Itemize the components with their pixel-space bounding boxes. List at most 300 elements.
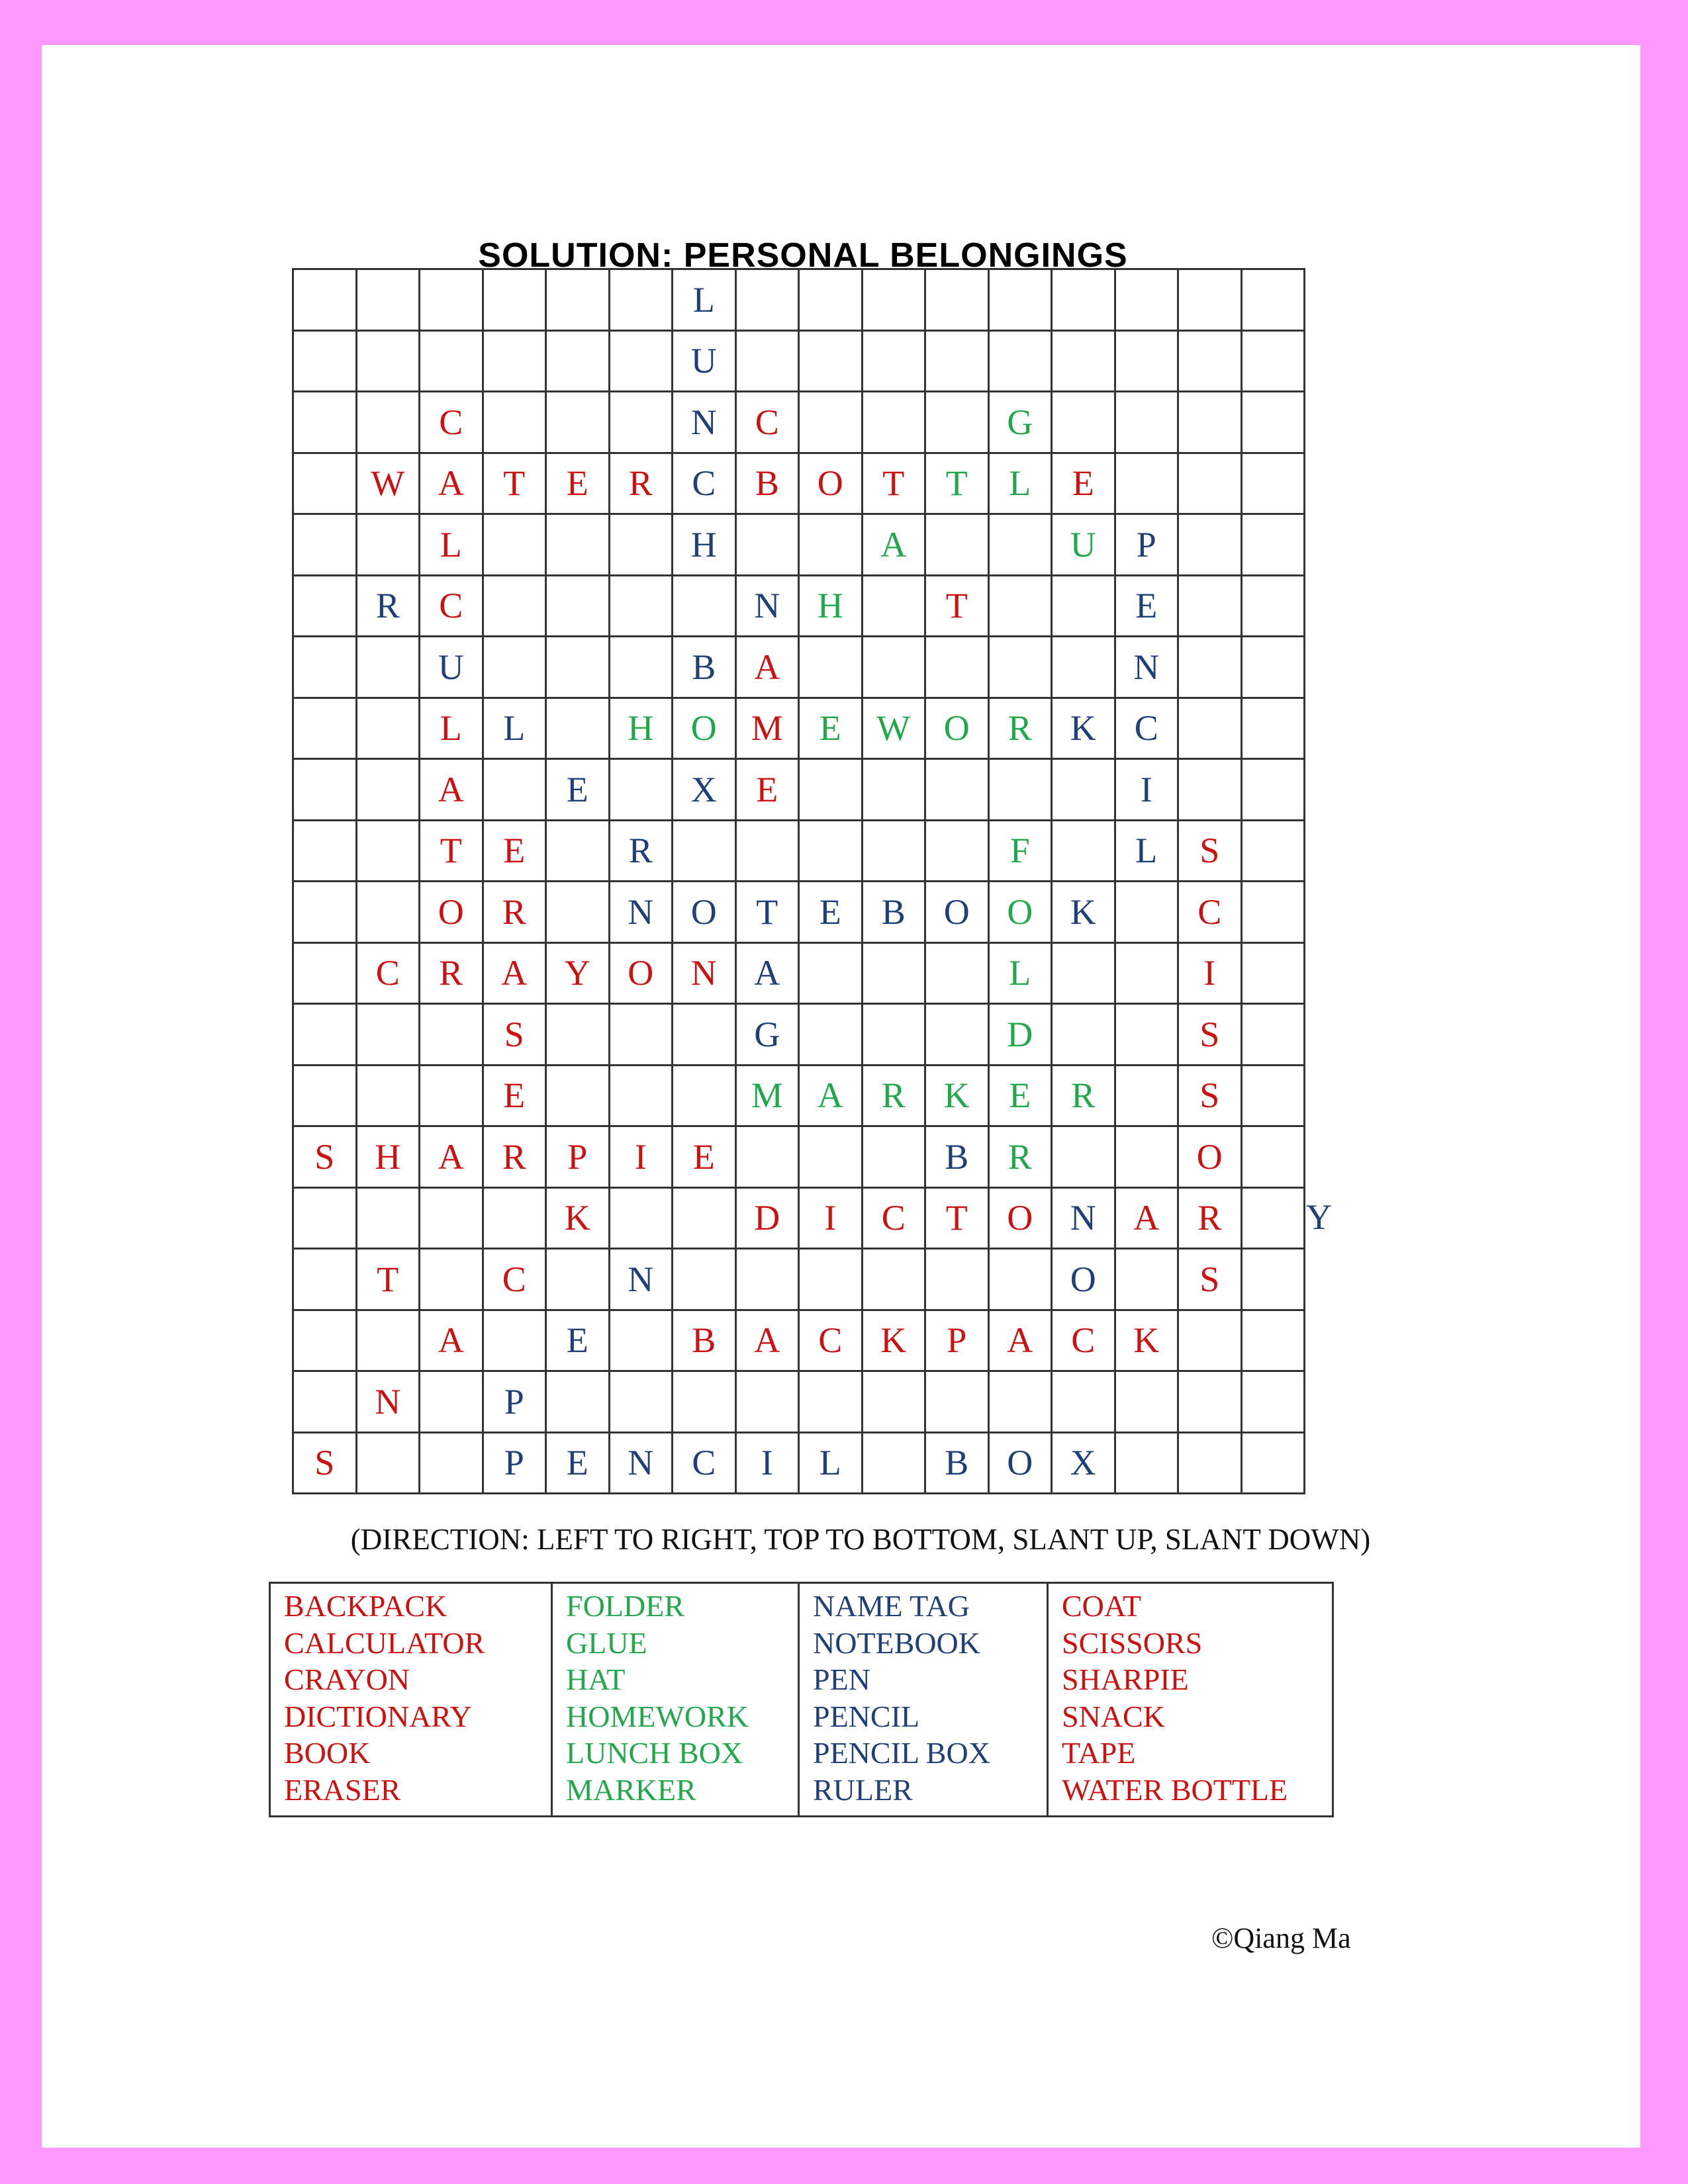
- grid-cell: [863, 270, 927, 332]
- grid-cell: [547, 1127, 610, 1189]
- grid-letter: A: [1007, 1320, 1033, 1361]
- grid-cell: [990, 392, 1053, 454]
- grid-cell: [294, 760, 357, 821]
- grid-cell: [1243, 1066, 1306, 1128]
- grid-cell: [294, 392, 357, 454]
- grid-cell: [484, 1127, 547, 1189]
- grid-letter: E: [566, 463, 588, 504]
- grid-cell: [737, 1372, 800, 1433]
- grid-letter: C: [1071, 1320, 1096, 1361]
- grid-letter: C: [1197, 891, 1222, 932]
- word-bank-item: CRAYON: [284, 1662, 410, 1696]
- grid-cell: [673, 1372, 737, 1433]
- grid-cell: [1116, 454, 1180, 516]
- grid-cell: [926, 515, 990, 576]
- grid-cell: [294, 821, 357, 883]
- grid-cell: [547, 1005, 610, 1066]
- grid-cell: [357, 944, 421, 1005]
- grid-cell: [863, 760, 927, 821]
- copyright-notice: ©Qiang Ma: [1211, 1922, 1351, 1954]
- grid-cell: [1179, 1250, 1243, 1311]
- grid-cell: [990, 699, 1053, 760]
- grid-letter: K: [1070, 891, 1096, 932]
- word-bank-column-2: [553, 1584, 800, 1815]
- grid-letter: S: [1199, 1075, 1220, 1116]
- grid-cell: [800, 1433, 863, 1495]
- grid-letter: L: [503, 708, 526, 749]
- grid-cell: [547, 1311, 610, 1373]
- grid-cell: [294, 637, 357, 699]
- grid-cell: [926, 699, 990, 760]
- grid-cell: [1116, 1005, 1180, 1066]
- grid-cell: [863, 1433, 927, 1495]
- grid-cell: [1179, 270, 1243, 332]
- grid-letter: U: [1070, 524, 1096, 565]
- grid-cell: [484, 1066, 547, 1128]
- grid-cell: [1179, 392, 1243, 454]
- grid-letter: A: [754, 953, 780, 993]
- grid-cell: [294, 1189, 357, 1250]
- grid-cell: [1243, 1433, 1306, 1495]
- grid-cell: [357, 821, 421, 883]
- grid-cell: [737, 1311, 800, 1373]
- grid-letter: S: [1199, 1259, 1220, 1299]
- grid-cell: [610, 1250, 674, 1311]
- grid-cell: [926, 1127, 990, 1189]
- grid-cell: [610, 821, 674, 883]
- grid-letter: L: [1135, 831, 1158, 871]
- word-bank-item: HAT: [566, 1662, 626, 1696]
- grid-letter: T: [882, 463, 905, 504]
- grid-cell: [547, 760, 610, 821]
- grid-cell: [420, 454, 484, 516]
- grid-cell: [990, 1433, 1053, 1495]
- grid-cell: [800, 1189, 863, 1250]
- grid-cell: [484, 576, 547, 638]
- grid-cell: [484, 699, 547, 760]
- grid-letter: L: [819, 1443, 841, 1483]
- grid-cell: [990, 1311, 1053, 1373]
- grid-cell: [1053, 1250, 1116, 1311]
- grid-letter: A: [438, 1136, 464, 1177]
- grid-letter: N: [628, 891, 654, 932]
- grid-cell: [484, 944, 547, 1005]
- word-bank-item: DICTIONARY: [284, 1699, 472, 1733]
- grid-cell: [926, 332, 990, 393]
- grid-letter: B: [692, 1320, 716, 1361]
- grid-cell: [1243, 1311, 1306, 1373]
- grid-cell: [673, 515, 737, 576]
- grid-cell: [1053, 637, 1116, 699]
- grid-cell: [484, 1005, 547, 1066]
- grid-cell: [1116, 1189, 1180, 1250]
- grid-cell: [926, 1250, 990, 1311]
- grid-cell: [547, 392, 610, 454]
- grid-letter: O: [628, 953, 654, 993]
- grid-letter: I: [1140, 769, 1152, 809]
- grid-cell: [357, 1433, 421, 1495]
- grid-cell: [737, 637, 800, 699]
- grid-cell: [737, 454, 800, 516]
- grid-letter: H: [375, 1136, 401, 1177]
- grid-cell: [1053, 576, 1116, 638]
- grid-cell: [737, 1005, 800, 1066]
- grid-letter: R: [502, 1136, 526, 1177]
- grid-cell: [800, 1372, 863, 1433]
- grid-letter: C: [692, 1443, 716, 1483]
- page-title: SOLUTION: PERSONAL BELONGINGS: [478, 236, 1128, 275]
- grid-cell: [294, 1127, 357, 1189]
- grid-letter: O: [817, 463, 843, 504]
- grid-letter: T: [377, 1259, 399, 1299]
- grid-cell: [547, 1066, 610, 1128]
- grid-cell: [294, 454, 357, 516]
- grid-cell: [863, 699, 927, 760]
- grid-letter: E: [503, 1075, 526, 1116]
- grid-cell: [610, 576, 674, 638]
- grid-letter: B: [945, 1136, 969, 1177]
- grid-cell: [926, 882, 990, 944]
- grid-letter: S: [314, 1443, 335, 1483]
- grid-cell: [1116, 944, 1180, 1005]
- grid-cell: [1116, 1372, 1180, 1433]
- word-bank-item: PENCIL: [813, 1699, 919, 1733]
- grid-cell: [547, 454, 610, 516]
- grid-cell: [484, 760, 547, 821]
- word-bank-item: NOTEBOOK: [813, 1625, 980, 1660]
- grid-cell: [800, 944, 863, 1005]
- grid-cell: [547, 882, 610, 944]
- grid-cell: [1053, 515, 1116, 576]
- grid-cell: [863, 1066, 927, 1128]
- grid-cell: [673, 699, 737, 760]
- grid-cell: [1179, 699, 1243, 760]
- grid-cell: [1243, 576, 1306, 638]
- grid-cell: [294, 576, 357, 638]
- grid-cell: [863, 332, 927, 393]
- word-bank: [269, 1582, 1334, 1817]
- word-bank-item: HOMEWORK: [566, 1699, 749, 1733]
- grid-cell: [1116, 576, 1180, 638]
- grid-letter: E: [566, 769, 588, 809]
- grid-cell: [420, 637, 484, 699]
- grid-cell: [926, 454, 990, 516]
- grid-letter: H: [690, 524, 717, 565]
- grid-cell: [1179, 1066, 1243, 1128]
- grid-letter: R: [1197, 1198, 1222, 1238]
- grid-cell: [1116, 1250, 1180, 1311]
- grid-letter: T: [945, 463, 968, 504]
- grid-cell: [610, 1005, 674, 1066]
- grid-letter: A: [1133, 1198, 1160, 1238]
- grid-cell: [420, 1433, 484, 1495]
- grid-cell: [1179, 332, 1243, 393]
- grid-cell: [673, 1311, 737, 1373]
- grid-letter: E: [1135, 586, 1158, 626]
- grid-letter: E: [503, 831, 526, 871]
- grid-letter: E: [819, 891, 841, 932]
- grid-cell: [673, 576, 737, 638]
- grid-cell: [610, 515, 674, 576]
- grid-cell: [1179, 882, 1243, 944]
- grid-cell: [673, 1433, 737, 1495]
- grid-cell: [357, 1066, 421, 1128]
- grid-cell: [294, 1066, 357, 1128]
- grid-letter: G: [754, 1014, 780, 1054]
- grid-letter: O: [438, 891, 464, 932]
- grid-cell: [420, 1189, 484, 1250]
- grid-cell: [1243, 1127, 1306, 1189]
- grid-letter: T: [756, 891, 778, 932]
- grid-cell: [294, 332, 357, 393]
- grid-cell: [926, 1311, 990, 1373]
- grid-cell: [547, 1372, 610, 1433]
- grid-letter: P: [504, 1381, 524, 1422]
- grid-letter: C: [818, 1320, 843, 1361]
- grid-cell: [926, 1005, 990, 1066]
- grid-cell: [863, 1250, 927, 1311]
- grid-cell: [1053, 1189, 1116, 1250]
- grid-letter: N: [754, 586, 780, 626]
- grid-cell: [547, 332, 610, 393]
- grid-cell: [547, 1433, 610, 1495]
- grid-cell: [357, 392, 421, 454]
- grid-letter: O: [690, 891, 717, 932]
- grid-cell: [484, 332, 547, 393]
- grid-letter: A: [438, 463, 464, 504]
- grid-cell: [1243, 454, 1306, 516]
- grid-cell: [484, 1250, 547, 1311]
- grid-cell: [1053, 392, 1116, 454]
- grid-cell: [610, 1189, 674, 1250]
- grid-cell: [990, 1005, 1053, 1066]
- grid-cell: [1179, 454, 1243, 516]
- grid-cell: [357, 637, 421, 699]
- grid-cell: [673, 392, 737, 454]
- grid-cell: [737, 1433, 800, 1495]
- grid-letter: M: [751, 1075, 783, 1116]
- grid-cell: [357, 1005, 421, 1066]
- grid-letter: N: [690, 953, 717, 993]
- grid-cell: [1243, 637, 1306, 699]
- grid-cell: [547, 699, 610, 760]
- grid-letter: E: [566, 1320, 588, 1361]
- grid-cell: [610, 760, 674, 821]
- grid-cell: [1053, 944, 1116, 1005]
- grid-cell: [484, 637, 547, 699]
- grid-cell: [610, 270, 674, 332]
- grid-letter: O: [943, 891, 970, 932]
- grid-cell: [357, 1250, 421, 1311]
- grid-cell: [800, 1066, 863, 1128]
- grid-cell: [484, 821, 547, 883]
- grid-cell: [547, 1189, 610, 1250]
- grid-cell: [673, 1005, 737, 1066]
- grid-cell: [1243, 392, 1306, 454]
- grid-cell: [1116, 1433, 1180, 1495]
- grid-cell: [926, 1433, 990, 1495]
- word-bank-item: PEN: [813, 1662, 870, 1696]
- grid-letter: B: [755, 463, 779, 504]
- grid-cell: [673, 1189, 737, 1250]
- grid-letter: L: [692, 279, 715, 320]
- grid-letter: A: [880, 524, 907, 565]
- grid-cell: [863, 821, 927, 883]
- grid-cell: [357, 699, 421, 760]
- grid-cell: [1053, 699, 1116, 760]
- grid-cell: [547, 944, 610, 1005]
- grid-cell: [800, 637, 863, 699]
- grid-cell: [926, 576, 990, 638]
- grid-cell: [357, 270, 421, 332]
- grid-letter: O: [690, 708, 717, 749]
- grid-letter: I: [634, 1136, 647, 1177]
- grid-cell: [1116, 332, 1180, 393]
- grid-cell: [1243, 699, 1306, 760]
- grid-cell: [863, 454, 927, 516]
- grid-cell: [863, 1372, 927, 1433]
- grid-letter: A: [754, 647, 780, 687]
- grid-letter: B: [881, 891, 906, 932]
- grid-cell: [737, 1066, 800, 1128]
- grid-cell: [1179, 576, 1243, 638]
- grid-cell: [420, 1311, 484, 1373]
- grid-cell: [737, 882, 800, 944]
- grid-cell: [800, 882, 863, 944]
- grid-cell: [673, 821, 737, 883]
- grid-letter: U: [438, 647, 464, 687]
- grid-cell: [610, 392, 674, 454]
- grid-cell: [420, 882, 484, 944]
- grid-cell: [610, 944, 674, 1005]
- grid-cell: [673, 944, 737, 1005]
- grid-letter: R: [1008, 708, 1032, 749]
- grid-cell: [737, 760, 800, 821]
- grid-cell: [1179, 1005, 1243, 1066]
- grid-letter: N: [628, 1443, 654, 1483]
- grid-cell: [484, 454, 547, 516]
- grid-cell: [926, 1189, 990, 1250]
- grid-cell: [294, 882, 357, 944]
- grid-cell: [673, 637, 737, 699]
- word-bank-item: COAT: [1062, 1589, 1142, 1623]
- grid-cell: [990, 576, 1053, 638]
- grid-cell: [1053, 1372, 1116, 1433]
- grid-letter: G: [1007, 402, 1033, 442]
- grid-cell: [1243, 1250, 1306, 1311]
- grid-cell: [1116, 637, 1180, 699]
- grid-letter: N: [375, 1381, 401, 1422]
- grid-letter: R: [375, 586, 400, 626]
- grid-cell: [990, 270, 1053, 332]
- grid-letter: S: [1199, 831, 1220, 871]
- grid-cell: [547, 821, 610, 883]
- grid-cell: [484, 392, 547, 454]
- grid-letter: A: [754, 1320, 780, 1361]
- grid-letter: O: [943, 708, 970, 749]
- grid-overflow-letter: Y: [1306, 1197, 1332, 1237]
- grid-letter: F: [1009, 831, 1030, 871]
- word-bank-item: NAME TAG: [813, 1589, 970, 1623]
- grid-cell: [1179, 1189, 1243, 1250]
- word-search-grid: [292, 268, 1305, 1494]
- grid-cell: [863, 1189, 927, 1250]
- word-bank-item: SCISSORS: [1062, 1625, 1203, 1660]
- grid-letter: D: [754, 1198, 780, 1238]
- grid-letter: R: [881, 1075, 906, 1116]
- grid-cell: [1179, 1311, 1243, 1373]
- grid-cell: [926, 1066, 990, 1128]
- grid-cell: [990, 332, 1053, 393]
- grid-letter: C: [439, 402, 463, 442]
- grid-cell: [610, 1433, 674, 1495]
- grid-cell: [1053, 270, 1116, 332]
- grid-letter: O: [1007, 1198, 1033, 1238]
- grid-cell: [800, 392, 863, 454]
- grid-letter: U: [690, 341, 717, 381]
- grid-letter: A: [438, 1320, 464, 1361]
- grid-cell: [610, 637, 674, 699]
- grid-cell: [1116, 1127, 1180, 1189]
- word-bank-item: PENCIL BOX: [813, 1736, 990, 1770]
- grid-cell: [1116, 760, 1180, 821]
- grid-cell: [1179, 1433, 1243, 1495]
- grid-cell: [294, 1372, 357, 1433]
- word-bank-column-4: [1049, 1584, 1332, 1815]
- grid-cell: [1179, 821, 1243, 883]
- grid-cell: [1053, 760, 1116, 821]
- grid-cell: [1053, 882, 1116, 944]
- grid-cell: [863, 392, 927, 454]
- grid-letter: K: [564, 1198, 590, 1238]
- grid-cell: [1053, 454, 1116, 516]
- grid-cell: [484, 1189, 547, 1250]
- grid-letter: S: [504, 1014, 524, 1054]
- grid-cell: [294, 944, 357, 1005]
- grid-cell: [294, 1311, 357, 1373]
- grid-cell: [1243, 515, 1306, 576]
- grid-letter: S: [314, 1136, 335, 1177]
- grid-cell: [547, 515, 610, 576]
- grid-cell: [1053, 1311, 1116, 1373]
- grid-letter: W: [876, 708, 911, 749]
- grid-cell: [863, 1127, 927, 1189]
- word-bank-item: TAPE: [1062, 1736, 1136, 1770]
- grid-letter: E: [566, 1443, 588, 1483]
- grid-cell: [737, 944, 800, 1005]
- word-bank-column-3: [800, 1584, 1049, 1815]
- grid-cell: [990, 1066, 1053, 1128]
- grid-letter: R: [628, 463, 653, 504]
- grid-letter: R: [1071, 1075, 1096, 1116]
- grid-letter: K: [1133, 1320, 1160, 1361]
- grid-cell: [926, 821, 990, 883]
- grid-cell: [1053, 821, 1116, 883]
- grid-cell: [610, 1311, 674, 1373]
- grid-cell: [1116, 392, 1180, 454]
- grid-cell: [863, 882, 927, 944]
- grid-cell: [863, 576, 927, 638]
- word-bank-item: ERASER: [284, 1772, 401, 1807]
- grid-cell: [484, 1372, 547, 1433]
- grid-cell: [926, 637, 990, 699]
- word-bank-item: LUNCH BOX: [566, 1736, 743, 1770]
- grid-cell: [990, 454, 1053, 516]
- grid-cell: [420, 1005, 484, 1066]
- grid-letter: N: [1133, 647, 1160, 687]
- grid-letter: T: [440, 831, 462, 871]
- grid-cell: [1116, 882, 1180, 944]
